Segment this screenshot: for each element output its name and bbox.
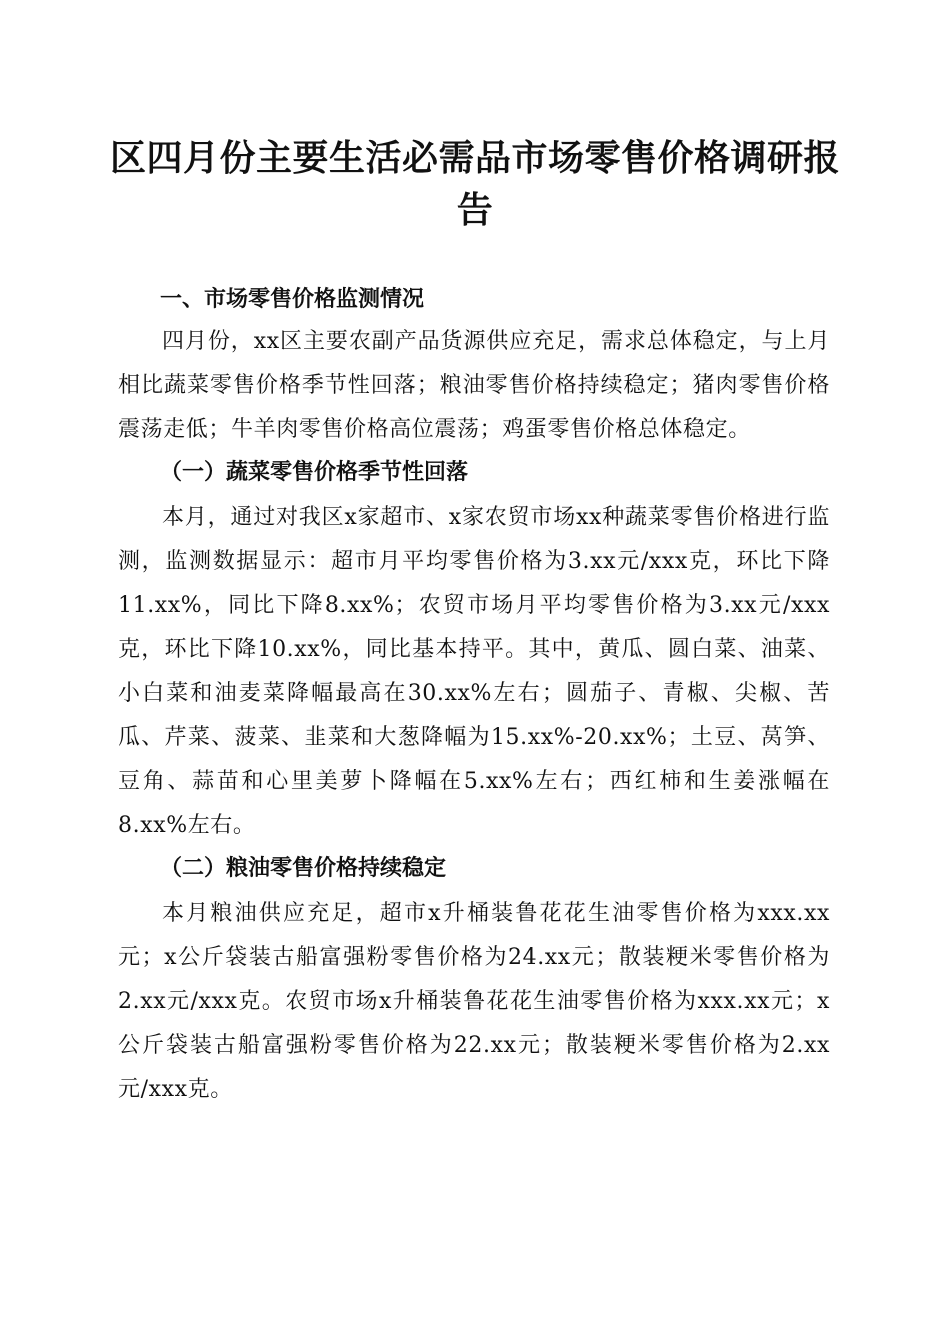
subsection-paragraph-grain-oil: 本月粮油供应充足，超市x升桶装鲁花花生油零售价格为xxx.xx元；x公斤袋装古船富强粉零售价格为24.xx元；散装粳米零售价格为2.xx元/xxx克。农贸市场x升桶装鲁花花生油零售价格为xxx.xx元；x公斤袋装古船富强粉零售价格为22.xx元；散装粳米零售价格为2.xx元/xxx克。: [118, 901, 830, 1102]
subsection-paragraph-vegetables: 本月，通过对我区x家超市、x家农贸市场xx种蔬菜零售价格进行监测，监测数据显示：超市月平均零售价格为3.xx元/xxx克，环比下降11.xx%，同比下降8.xx%；农贸市场月平均零售价格为3.xx元/xxx克，环比下降10.xx%，同比基本持平。其中，黄瓜、圆白菜、油菜、小白菜和油麦菜降幅最高在30.xx%左右；圆茄子、青椒、尖椒、苦瓜、芹菜、菠菜、韭菜和大葱降幅为15.xx%-20.xx%；土豆、莴笋、豆角、蒜苗和心里美萝卜降幅在5.xx%左右；西红柿和生姜涨幅在8.xx%左右。: [118, 505, 830, 838]
section-intro-paragraph: 四月份，xx区主要农副产品货源供应充足，需求总体稳定，与上月相比蔬菜零售价格季节性回落；粮油零售价格持续稳定；猪肉零售价格震荡走低；牛羊肉零售价格高位震荡；鸡蛋零售价格总体稳定。: [118, 329, 830, 442]
section-heading-market-monitoring: 一、市场零售价格监测情况: [160, 287, 425, 312]
document-body: [118, 280, 830, 1112]
subsection-heading-vegetables: （一）蔬菜零售价格季节性回落: [160, 459, 469, 485]
document-title: 区四月份主要生活必需品市场零售价格调研报告: [110, 137, 841, 231]
subsection-heading-grain-oil: （二）粮油零售价格持续稳定: [160, 855, 447, 881]
